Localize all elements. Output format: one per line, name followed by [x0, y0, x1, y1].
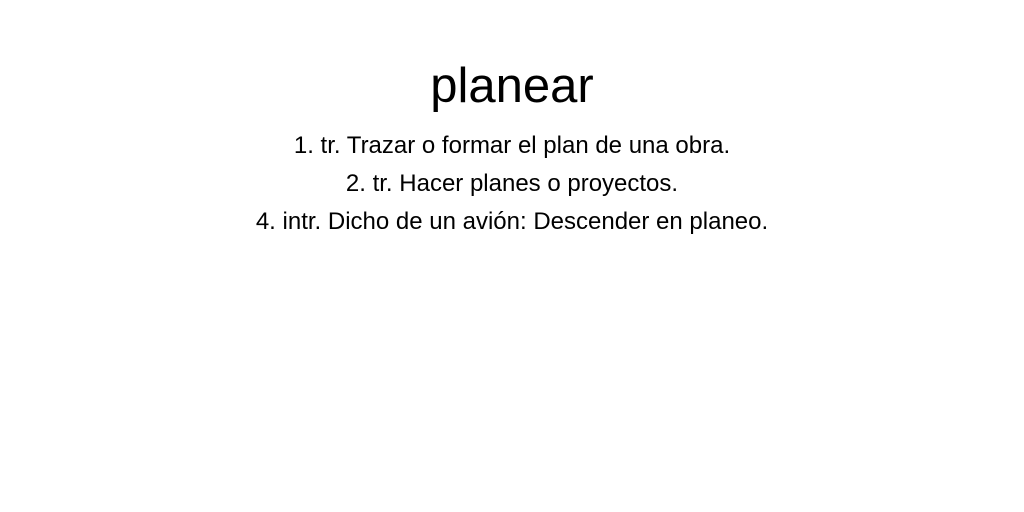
headword: planear: [430, 59, 594, 113]
definition-item: 4. intr. Dicho de un avión: Descender en planeo.: [255, 208, 769, 235]
definition-list: [0, 127, 1024, 241]
definition-item: 1. tr. Trazar o formar el plan de una obra.: [293, 132, 731, 159]
definition-item: 2. tr. Hacer planes o proyectos.: [345, 170, 679, 197]
